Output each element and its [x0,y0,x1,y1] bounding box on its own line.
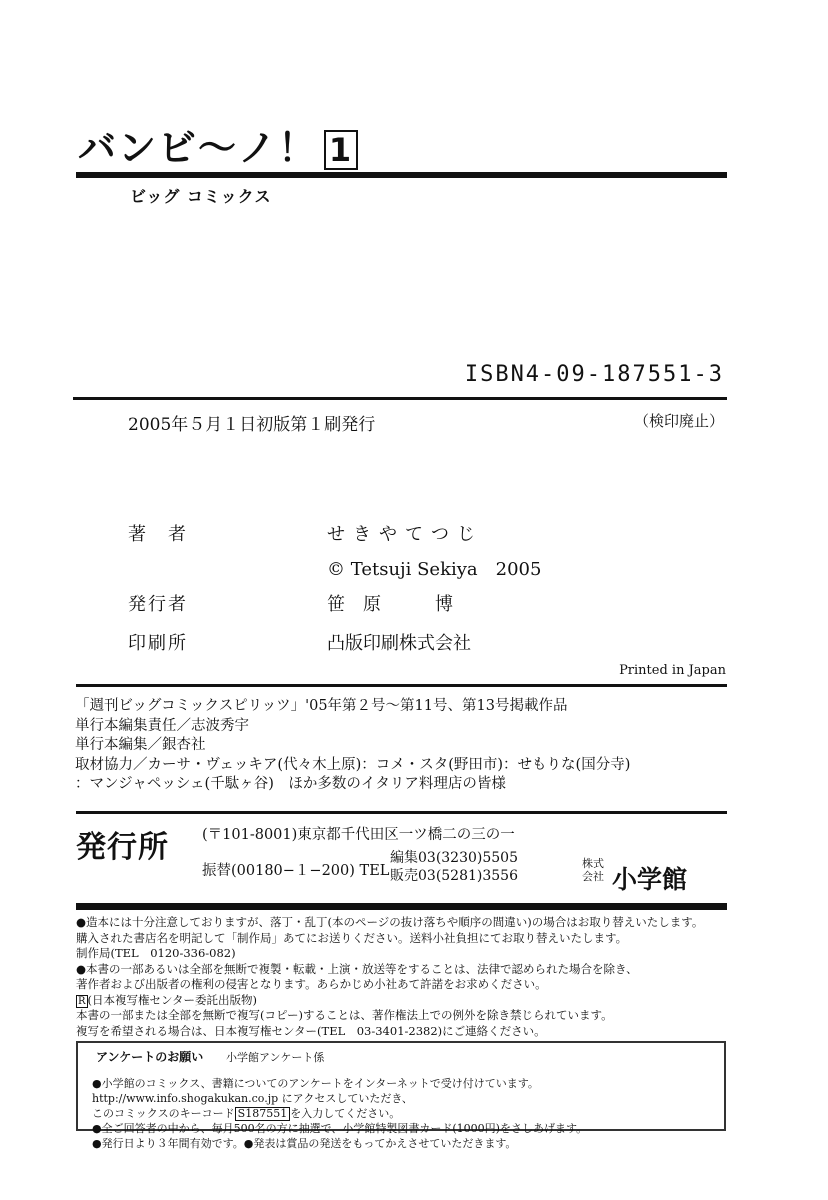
notes-block [75,697,630,795]
survey-keycode-line [92,1106,587,1121]
seal-note: （検印廃止） [633,412,724,430]
r-mark-icon: R [78,995,86,1007]
legal-line: 制作局(TEL 0120-336-082) [76,946,236,960]
legal-line: 購入された書店名を明記して「制作局」あてにお送りください。送料小社負担にてお取り替えいたします。 [76,930,628,945]
volume-number-box: 1 [324,130,358,170]
series-label: ビッグ コミックス [130,187,272,206]
corp-prefix [582,857,604,883]
credit-label-author: 著 者 [128,524,188,545]
publication-date: 2005年５月１日初版第１刷発行 [128,415,376,435]
legal-line: 本書の一部または全部を無断で複写(コピー)することは、著作権法上での例外を除き禁じられています。 [76,1008,613,1022]
legal-line: 複写を希望される場合は、日本複写権センター(TEL 03-3401-2382)にご連絡ください。 [76,1023,546,1038]
publisher-name: 小学館 [612,865,688,894]
survey-line: ●小学館のコミックス、書籍についてのアンケートをインターネットで受け付けています。 [92,1077,539,1090]
isbn: ISBN4-09-187551-3 [464,362,724,387]
survey-line: ●全ご回答者の中から、毎月500名の方に抽選で、小学館特製図書カード(1000円)をさしあげます。 [92,1122,588,1135]
survey-title: アンケートのお願い [96,1050,204,1064]
survey-dept: 小学館アンケート係 [226,1051,325,1064]
key-code: S187551 [235,1107,291,1121]
note-line: ：マンジャペッシェ(千駄ヶ谷) ほか多数のイタリア料理店の皆様 [75,776,506,792]
credit-label-printer: 印刷所 [128,633,188,654]
tel-sales: 販売03(5281)3556 [390,868,518,884]
keycode-suffix: を入力してください。 [290,1107,401,1120]
note-line: 「週刊ビッグコミックスピリッツ」'05年第２号〜第11号、第13号掲載作品 [75,698,568,714]
jrrc-text: (日本複写権センター委託出版物) [87,992,258,1007]
publisher-rule [76,903,727,910]
printed-rule [76,684,727,687]
corp-prefix-1: 株式 [582,857,604,870]
credit-value-printer: 凸版印刷株式会社 [327,633,471,654]
legal-block [76,915,703,1039]
book-title [78,126,358,170]
notes-rule [76,811,727,814]
legal-line: ●本書の一部あるいは全部を無断で複製・転載・上演・放送等をすることは、法律で認められた場合を除き、 [76,961,638,976]
keycode-prefix: このコミックスのキーコード [92,1107,235,1120]
survey-line: ●発行日より３年間有効です。●発表は賞品の発送をもってかえさせていただきます。 [92,1137,517,1150]
note-line: 取材協力／カーサ・ヴェッキア(代々木上原)：コメ・スタ(野田市)：せもりな(国分寺) [75,756,631,773]
legal-line: ●造本には十分注意しておりますが、落丁・乱丁(本のページの抜け落ちや順序の間違い)の場合はお取り替えいたします。 [76,915,704,929]
credit-value-publisher: 笹 原 博 [327,594,453,615]
survey-lines [92,1076,587,1151]
note-line: 単行本編集／銀杏社 [75,737,206,753]
corp-prefix-2: 会社 [582,870,604,883]
copyright-line: © Tetsuji Sekiya 2005 [327,559,542,580]
isbn-rule [73,397,727,400]
credit-value-author: せきやてつじ [327,524,483,545]
publisher-label: 発行所 [76,830,169,865]
book-title-text: バンビ〜ノ！ [78,126,319,170]
survey-url: http://www.info.shogakukan.co.jp にアクセスしていただき、 [92,1092,413,1105]
title-rule [76,172,727,178]
publisher-tel-block [390,849,518,885]
publisher-furikae: 振替(00180−１−200) TEL [202,863,390,879]
tel-editorial: 編集03(3230)5505 [390,850,518,866]
legal-line: 著作者および出版者の権利の侵害となります。あらかじめ小社あて許諾をお求めください。 [76,977,547,991]
note-line: 単行本編集責任／志波秀宇 [75,717,249,734]
credit-label-publisher: 発行者 [128,594,188,615]
printed-in-japan: Printed in Japan [619,663,726,678]
publisher-address: (〒101-8001)東京都千代田区一ツ橋二の三の一 [202,827,515,843]
jrrc-line [76,993,703,1009]
